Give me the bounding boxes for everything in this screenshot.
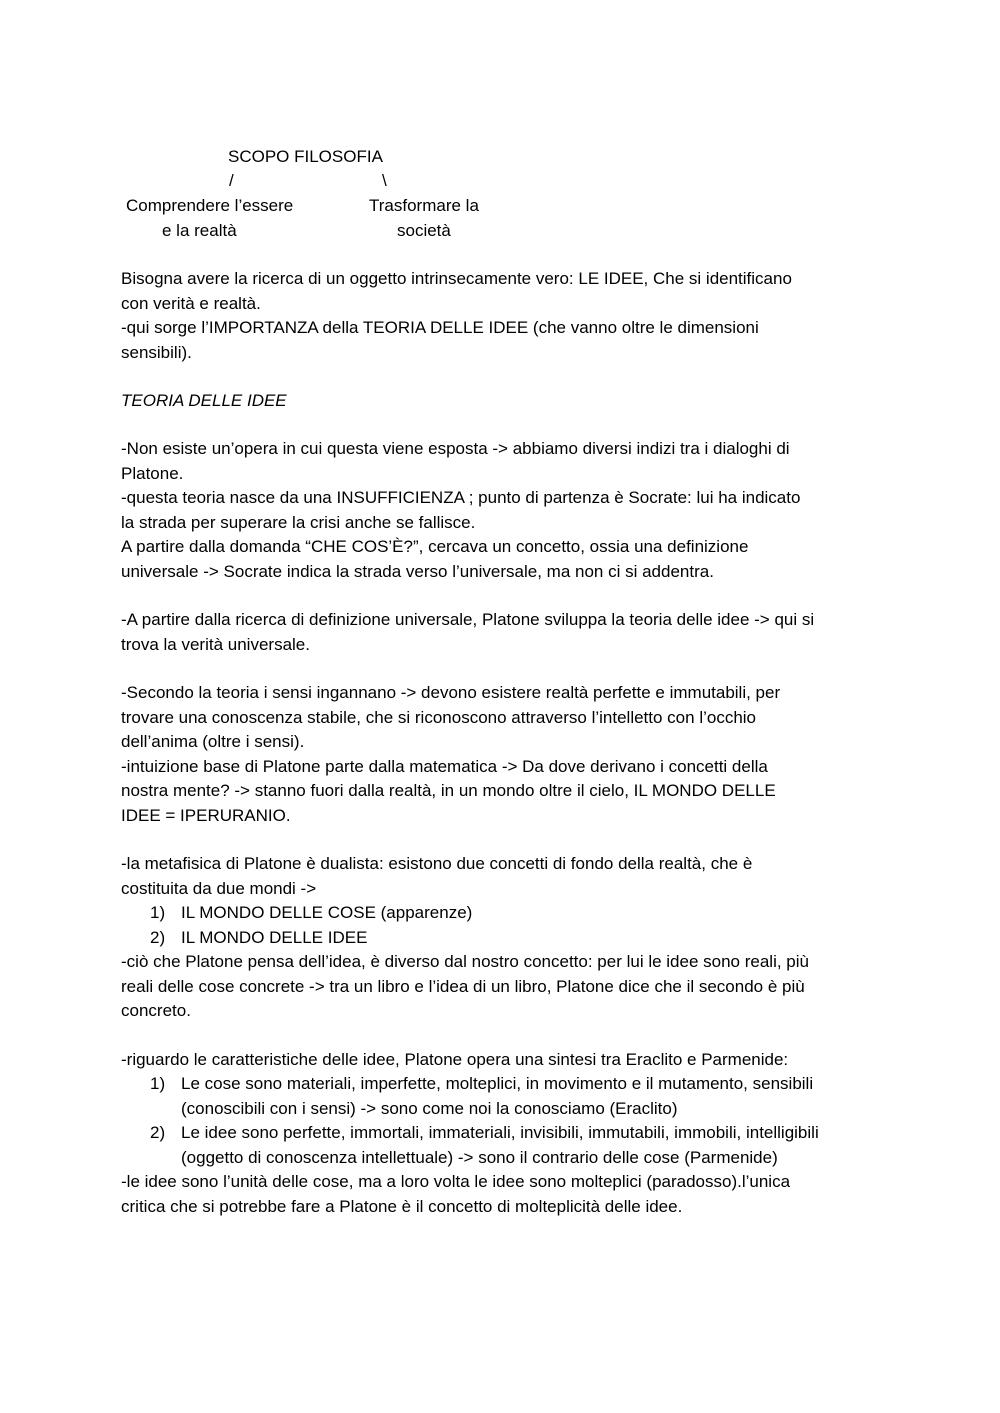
diagram-left-line2: e la realtà: [162, 221, 237, 240]
text-line: la strada per superare la crisi anche se fallisce.: [121, 512, 476, 532]
text-line: trovare una conoscenza stabile, che si riconoscono attraverso l’intelletto con l’occhio: [121, 707, 757, 727]
list-item: [150, 1072, 890, 1121]
text-line: A partire dalla domanda “CHE COS’È?”, cercava un concetto, ossia una definizione: [121, 537, 749, 556]
text-line: IDEE = IPERURANIO.: [121, 805, 291, 825]
section-heading: [121, 389, 891, 414]
block-sensi: [121, 681, 891, 828]
list-item: [150, 901, 890, 926]
text-line: critica che si potrebbe fare a Platone è il concetto di molteplicità delle idee.: [121, 1196, 683, 1216]
text-line: -A partire dalla ricerca di definizione universale, Platone sviluppa la teoria delle idee -> qui si: [121, 610, 815, 629]
list-number: 2): [150, 1123, 166, 1142]
text-line: -intuizione base di Platone parte dalla matematica -> Da dove derivano i concetti della: [121, 756, 768, 776]
text-line: costituita da due mondi ->: [121, 878, 317, 898]
list-item-text: Le cose sono materiali, imperfette, molteplici, in movimento e il mutamento, sensibili: [181, 1074, 814, 1093]
list-item: [150, 926, 890, 951]
block-definizione-universale: [121, 608, 891, 657]
block-caratteristiche: [121, 1048, 891, 1073]
diagram-slash-right: \: [382, 171, 387, 190]
text-line: Bisogna avere la ricerca di un oggetto intrinsecamente vero: LE IDEE, Che si identificano: [121, 269, 792, 288]
text-line: concreto.: [121, 1001, 191, 1020]
block-socrate: [121, 437, 891, 584]
diagram-title: SCOPO FILOSOFIA: [228, 147, 383, 166]
text-line: con verità e realtà.: [121, 293, 261, 313]
block-metafisica-after: [121, 950, 891, 1024]
text-line: -qui sorge l’IMPORTANZA della TEORIA DELLE IDEE (che vanno oltre le dimensioni: [121, 318, 759, 337]
text-line: -Secondo la teoria i sensi ingannano -> devono esistere realtà perfette e immutabili, per: [121, 683, 781, 702]
list-item-text: IL MONDO DELLE IDEE: [181, 928, 368, 947]
diagram-right-line2: società: [397, 221, 451, 240]
diagram-right-line1: Trasformare la: [369, 196, 479, 215]
block-caratteristiche-after: [121, 1170, 891, 1219]
section-heading-text: TEORIA DELLE IDEE: [121, 391, 287, 410]
list-number: 2): [150, 928, 166, 947]
list-number: 1): [150, 1074, 166, 1093]
text-line: sensibili).: [121, 342, 192, 362]
intro-paragraph: [121, 267, 891, 365]
text-line: nostra mente? -> stanno fuori dalla realtà, in un mondo oltre il cielo, IL MONDO DELLE: [121, 781, 776, 800]
diagram-slash-left: /: [229, 171, 234, 190]
text-line: -la metafisica di Platone è dualista: esistono due concetti di fondo della realtà, che è: [121, 854, 753, 873]
text-line: dell’anima (oltre i sensi).: [121, 732, 305, 751]
text-line: -questa teoria nasce da una INSUFFICIENZA ; punto di partenza è Socrate: lui ha indicato: [121, 488, 801, 507]
list-number: 1): [150, 903, 166, 922]
text-line: -ciò che Platone pensa dell’idea, è diverso dal nostro concetto: per lui le idee sono reali, più: [121, 952, 809, 971]
list-item-text: (conoscibili con i sensi) -> sono come noi la conosciamo (Eraclito): [181, 1098, 678, 1118]
text-line: Platone.: [121, 463, 184, 483]
text-line: trova la verità universale.: [121, 634, 310, 654]
diagram-left-line1: Comprendere l’essere: [126, 196, 294, 215]
text-line: -Non esiste un’opera in cui questa viene esposta -> abbiamo diversi indizi tra i dialoghi di: [121, 439, 790, 458]
text-line: -le idee sono l’unità delle cose, ma a loro volta le idee sono molteplici (paradosso).l’unica: [121, 1172, 791, 1191]
list-item-text: Le idee sono perfette, immortali, immateriali, invisibili, immutabili, immobili, intelligibili: [181, 1123, 819, 1142]
text-line: universale -> Socrate indica la strada verso l’universale, ma non ci si addentra.: [121, 561, 714, 581]
list-item-text: (oggetto di conoscenza intellettuale) -> sono il contrario delle cose (Parmenide): [181, 1147, 778, 1167]
text-line: reali delle cose concrete -> tra un libro e l’idea di un libro, Platone dice che il secondo è più: [121, 976, 805, 996]
list-item: [150, 1121, 890, 1170]
list-item-text: IL MONDO DELLE COSE (apparenze): [181, 903, 473, 922]
block-metafisica: [121, 852, 891, 901]
text-line: -riguardo le caratteristiche delle idee, Platone opera una sintesi tra Eraclito e Parmenide:: [121, 1050, 789, 1069]
